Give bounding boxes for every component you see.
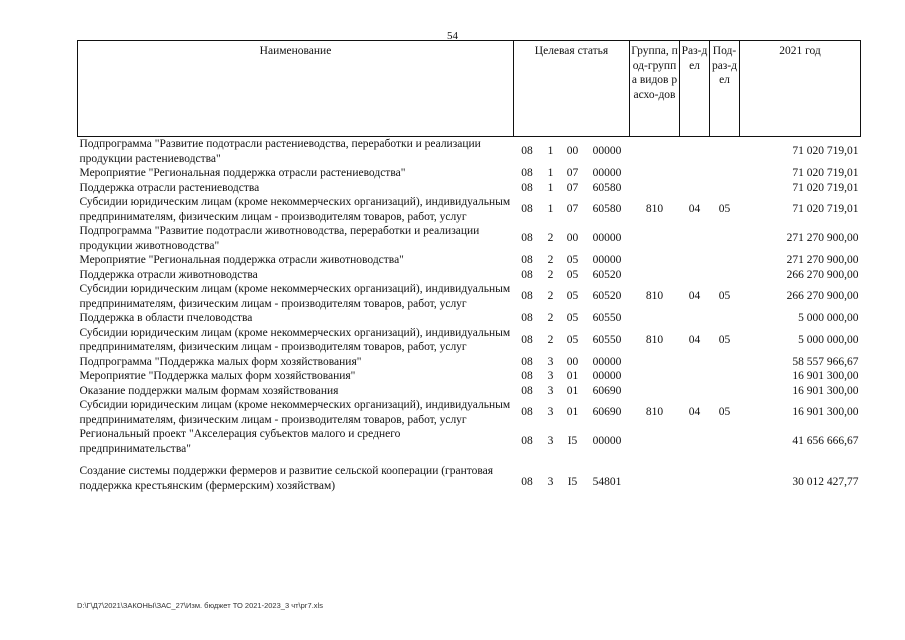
table-body bbox=[78, 137, 861, 501]
measure-code: I5 bbox=[567, 475, 578, 488]
table-row bbox=[78, 195, 861, 224]
subsection-code bbox=[710, 181, 740, 196]
header-subsection-label: Под-раз-дел bbox=[711, 45, 738, 86]
direction-code: 60550 bbox=[592, 333, 622, 346]
direction-code: 00000 bbox=[592, 167, 622, 179]
table-row bbox=[78, 355, 861, 370]
subsection-code bbox=[710, 355, 740, 370]
measure-code: 05 bbox=[566, 312, 579, 324]
subprogram-code: 3 bbox=[547, 355, 554, 368]
row-name: Оказание поддержки малым формам хозяйствования bbox=[79, 384, 339, 397]
section-code bbox=[680, 355, 710, 370]
direction-code: 60580 bbox=[592, 181, 622, 194]
expense-group bbox=[630, 456, 680, 500]
direction-code: 60580 bbox=[592, 203, 622, 216]
measure-code: 07 bbox=[566, 203, 579, 216]
measure-code: 00 bbox=[566, 355, 579, 368]
subprogram-code: 2 bbox=[547, 312, 554, 324]
program-code: 08 bbox=[521, 203, 533, 216]
expense-group bbox=[630, 384, 680, 399]
subsection-code bbox=[710, 253, 740, 268]
table-row bbox=[78, 398, 861, 427]
row-name: Подпрограмма "Развитие подотрасли растениеводства, переработки и реализации продукции растениеводства" bbox=[79, 138, 481, 165]
measure-code: 05 bbox=[566, 333, 579, 346]
direction-code: 60520 bbox=[592, 290, 622, 303]
direction-code: 00000 bbox=[592, 254, 622, 266]
row-name: Субсидии юридическим лицам (кроме некоммерческих организаций), индивидуальным предпринимателям, физическим лицам - производителям товаров, работ, услуг bbox=[79, 283, 511, 310]
header-name: Наименование bbox=[78, 41, 514, 137]
subsection-code bbox=[710, 384, 740, 399]
direction-code: 00000 bbox=[592, 435, 622, 448]
subsection-code: 05 bbox=[718, 333, 731, 346]
program-code: 08 bbox=[521, 232, 533, 245]
section-code bbox=[680, 224, 710, 253]
subsection-code: 05 bbox=[718, 290, 731, 303]
program-code: 08 bbox=[521, 145, 533, 158]
budget-table bbox=[77, 40, 861, 500]
section-code bbox=[680, 137, 710, 167]
program-code: 08 bbox=[521, 268, 533, 281]
program-code: 08 bbox=[521, 355, 533, 368]
row-name: Поддержка отрасли животноводства bbox=[79, 268, 258, 281]
amount-2021: 71 020 719,01 bbox=[792, 145, 859, 158]
measure-code: 07 bbox=[566, 181, 579, 194]
header-year: 2021 год bbox=[740, 41, 861, 137]
subsection-code bbox=[710, 166, 740, 181]
expense-group bbox=[630, 311, 680, 326]
section-code bbox=[680, 268, 710, 283]
table-row bbox=[78, 282, 861, 311]
direction-code: 54801 bbox=[592, 475, 622, 488]
section-code: 04 bbox=[688, 203, 701, 216]
expense-group bbox=[630, 253, 680, 268]
amount-2021: 16 901 300,00 bbox=[792, 406, 859, 419]
table-row bbox=[78, 369, 861, 384]
measure-code: 05 bbox=[566, 290, 579, 303]
program-code: 08 bbox=[521, 181, 533, 194]
program-code: 08 bbox=[521, 167, 533, 179]
subsection-code bbox=[710, 268, 740, 283]
section-code bbox=[680, 311, 710, 326]
subsection-code: 05 bbox=[718, 203, 731, 216]
subprogram-code: 1 bbox=[547, 181, 554, 194]
subsection-code bbox=[710, 311, 740, 326]
subsection-code bbox=[710, 456, 740, 500]
row-name: Региональный проект "Акселерация субъектов малого и среднего предпринимательства" bbox=[79, 428, 401, 455]
subprogram-code: 1 bbox=[547, 167, 554, 179]
expense-group: 810 bbox=[645, 406, 664, 419]
measure-code: 00 bbox=[566, 145, 579, 158]
amount-2021: 266 270 900,00 bbox=[786, 290, 859, 303]
measure-code: I5 bbox=[567, 435, 578, 448]
measure-code: 00 bbox=[566, 232, 579, 245]
expense-group: 810 bbox=[645, 290, 664, 303]
amount-2021: 41 656 666,67 bbox=[792, 435, 859, 448]
row-name: Поддержка в области пчеловодства bbox=[79, 312, 253, 324]
program-code: 08 bbox=[521, 312, 533, 324]
direction-code: 00000 bbox=[592, 355, 622, 368]
table-row bbox=[78, 384, 861, 399]
section-code bbox=[680, 369, 710, 384]
expense-group bbox=[630, 166, 680, 181]
amount-2021: 71 020 719,01 bbox=[792, 203, 859, 216]
file-path-footer: D:\Г\Д7\2021\ЗАКОНЫ\ЗАС_27\Изм. бюджет ТО 2021-2023_3 чт\рг7.xls bbox=[77, 601, 323, 610]
measure-code: 01 bbox=[566, 384, 579, 397]
table-row bbox=[78, 181, 861, 196]
amount-2021: 271 270 900,00 bbox=[786, 232, 859, 245]
expense-group bbox=[630, 355, 680, 370]
row-name: Создание системы поддержки фермеров и развитие сельской кооперации (грантовая поддержка крестьянским (фермерским) хозяйствам) bbox=[79, 465, 494, 492]
section-code bbox=[680, 253, 710, 268]
row-name: Поддержка отрасли растениеводства bbox=[79, 181, 260, 194]
row-name: Субсидии юридическим лицам (кроме некоммерческих организаций), индивидуальным предпринимателям, физическим лицам - производителям товаров, работ, услуг bbox=[79, 399, 511, 426]
subprogram-code: 1 bbox=[547, 145, 554, 158]
row-name: Подпрограмма "Поддержка малых форм хозяйствования" bbox=[79, 355, 362, 368]
row-name: Мероприятие "Региональная поддержка отрасли животноводства" bbox=[79, 254, 404, 266]
program-code: 08 bbox=[521, 254, 533, 266]
subsection-code: 05 bbox=[718, 406, 731, 419]
direction-code: 00000 bbox=[592, 145, 622, 158]
table-row bbox=[78, 268, 861, 283]
amount-2021: 58 557 966,67 bbox=[792, 355, 859, 368]
header-section-label: Раз-дел bbox=[681, 45, 708, 72]
subprogram-code: 2 bbox=[547, 333, 554, 346]
table-row bbox=[78, 137, 861, 167]
measure-code: 01 bbox=[566, 370, 579, 382]
expense-group bbox=[630, 224, 680, 253]
table-row bbox=[78, 166, 861, 181]
expense-group bbox=[630, 181, 680, 196]
table-row bbox=[78, 311, 861, 326]
header-group-label: Группа, под-группа видов расхо-дов bbox=[631, 45, 678, 101]
program-code: 08 bbox=[521, 475, 533, 488]
header-target-item: Целевая статья bbox=[514, 41, 630, 137]
subprogram-code: 1 bbox=[547, 203, 554, 216]
section-code bbox=[680, 456, 710, 500]
program-code: 08 bbox=[521, 384, 533, 397]
subprogram-code: 3 bbox=[547, 370, 554, 382]
amount-2021: 71 020 719,01 bbox=[792, 167, 859, 179]
expense-group: 810 bbox=[645, 333, 664, 346]
expense-group: 810 bbox=[645, 203, 664, 216]
subsection-code bbox=[710, 224, 740, 253]
subsection-code bbox=[710, 369, 740, 384]
subprogram-code: 3 bbox=[547, 475, 554, 488]
header-section bbox=[680, 41, 710, 137]
program-code: 08 bbox=[521, 370, 533, 382]
table-row bbox=[78, 224, 861, 253]
direction-code: 60550 bbox=[592, 312, 622, 324]
section-code: 04 bbox=[688, 333, 701, 346]
measure-code: 01 bbox=[566, 406, 579, 419]
table-row bbox=[78, 326, 861, 355]
expense-group bbox=[630, 427, 680, 456]
section-code bbox=[680, 384, 710, 399]
amount-2021: 266 270 900,00 bbox=[786, 268, 859, 281]
section-code: 04 bbox=[688, 406, 701, 419]
subprogram-code: 2 bbox=[547, 290, 554, 303]
section-code bbox=[680, 181, 710, 196]
program-code: 08 bbox=[521, 435, 533, 448]
subsection-code bbox=[710, 137, 740, 167]
subprogram-code: 3 bbox=[547, 406, 554, 419]
table-row bbox=[78, 253, 861, 268]
amount-2021: 30 012 427,77 bbox=[792, 475, 859, 488]
page-number: 54 bbox=[447, 30, 458, 42]
subprogram-code: 2 bbox=[547, 254, 554, 266]
header-subsection bbox=[710, 41, 740, 137]
amount-2021: 5 000 000,00 bbox=[798, 312, 859, 324]
direction-code: 00000 bbox=[592, 370, 622, 382]
section-code bbox=[680, 427, 710, 456]
direction-code: 00000 bbox=[592, 232, 622, 245]
row-name: Мероприятие "Поддержка малых форм хозяйствования" bbox=[79, 370, 356, 382]
section-code bbox=[680, 166, 710, 181]
subprogram-code: 2 bbox=[547, 268, 554, 281]
direction-code: 60520 bbox=[592, 268, 622, 281]
row-name: Субсидии юридическим лицам (кроме некоммерческих организаций), индивидуальным предпринимателям, физическим лицам - производителям товаров, работ, услуг bbox=[79, 326, 511, 353]
table-row bbox=[78, 427, 861, 456]
amount-2021: 71 020 719,01 bbox=[792, 181, 859, 194]
amount-2021: 16 901 300,00 bbox=[792, 370, 859, 382]
amount-2021: 16 901 300,00 bbox=[792, 384, 859, 397]
expense-group bbox=[630, 268, 680, 283]
row-name: Подпрограмма "Развитие подотрасли животноводства, переработки и реализации продукции животноводства" bbox=[79, 225, 480, 252]
program-code: 08 bbox=[521, 333, 533, 346]
table-row bbox=[78, 456, 861, 500]
header-row bbox=[78, 41, 861, 137]
subprogram-code: 2 bbox=[547, 232, 554, 245]
section-code: 04 bbox=[688, 290, 701, 303]
measure-code: 07 bbox=[566, 167, 579, 179]
measure-code: 05 bbox=[566, 268, 579, 281]
measure-code: 05 bbox=[566, 254, 579, 266]
subprogram-code: 3 bbox=[547, 384, 554, 397]
expense-group bbox=[630, 137, 680, 167]
row-name: Мероприятие "Региональная поддержка отрасли растениеводства" bbox=[79, 167, 406, 179]
amount-2021: 271 270 900,00 bbox=[786, 254, 859, 266]
program-code: 08 bbox=[521, 290, 533, 303]
expense-group bbox=[630, 369, 680, 384]
program-code: 08 bbox=[521, 406, 533, 419]
subprogram-code: 3 bbox=[547, 435, 554, 448]
row-name: Субсидии юридическим лицам (кроме некоммерческих организаций), индивидуальным предпринимателям, физическим лицам - производителям товаров, работ, услуг bbox=[79, 196, 511, 223]
direction-code: 60690 bbox=[592, 406, 622, 419]
amount-2021: 5 000 000,00 bbox=[798, 333, 859, 346]
direction-code: 60690 bbox=[592, 384, 622, 397]
subsection-code bbox=[710, 427, 740, 456]
header-group bbox=[630, 41, 680, 137]
